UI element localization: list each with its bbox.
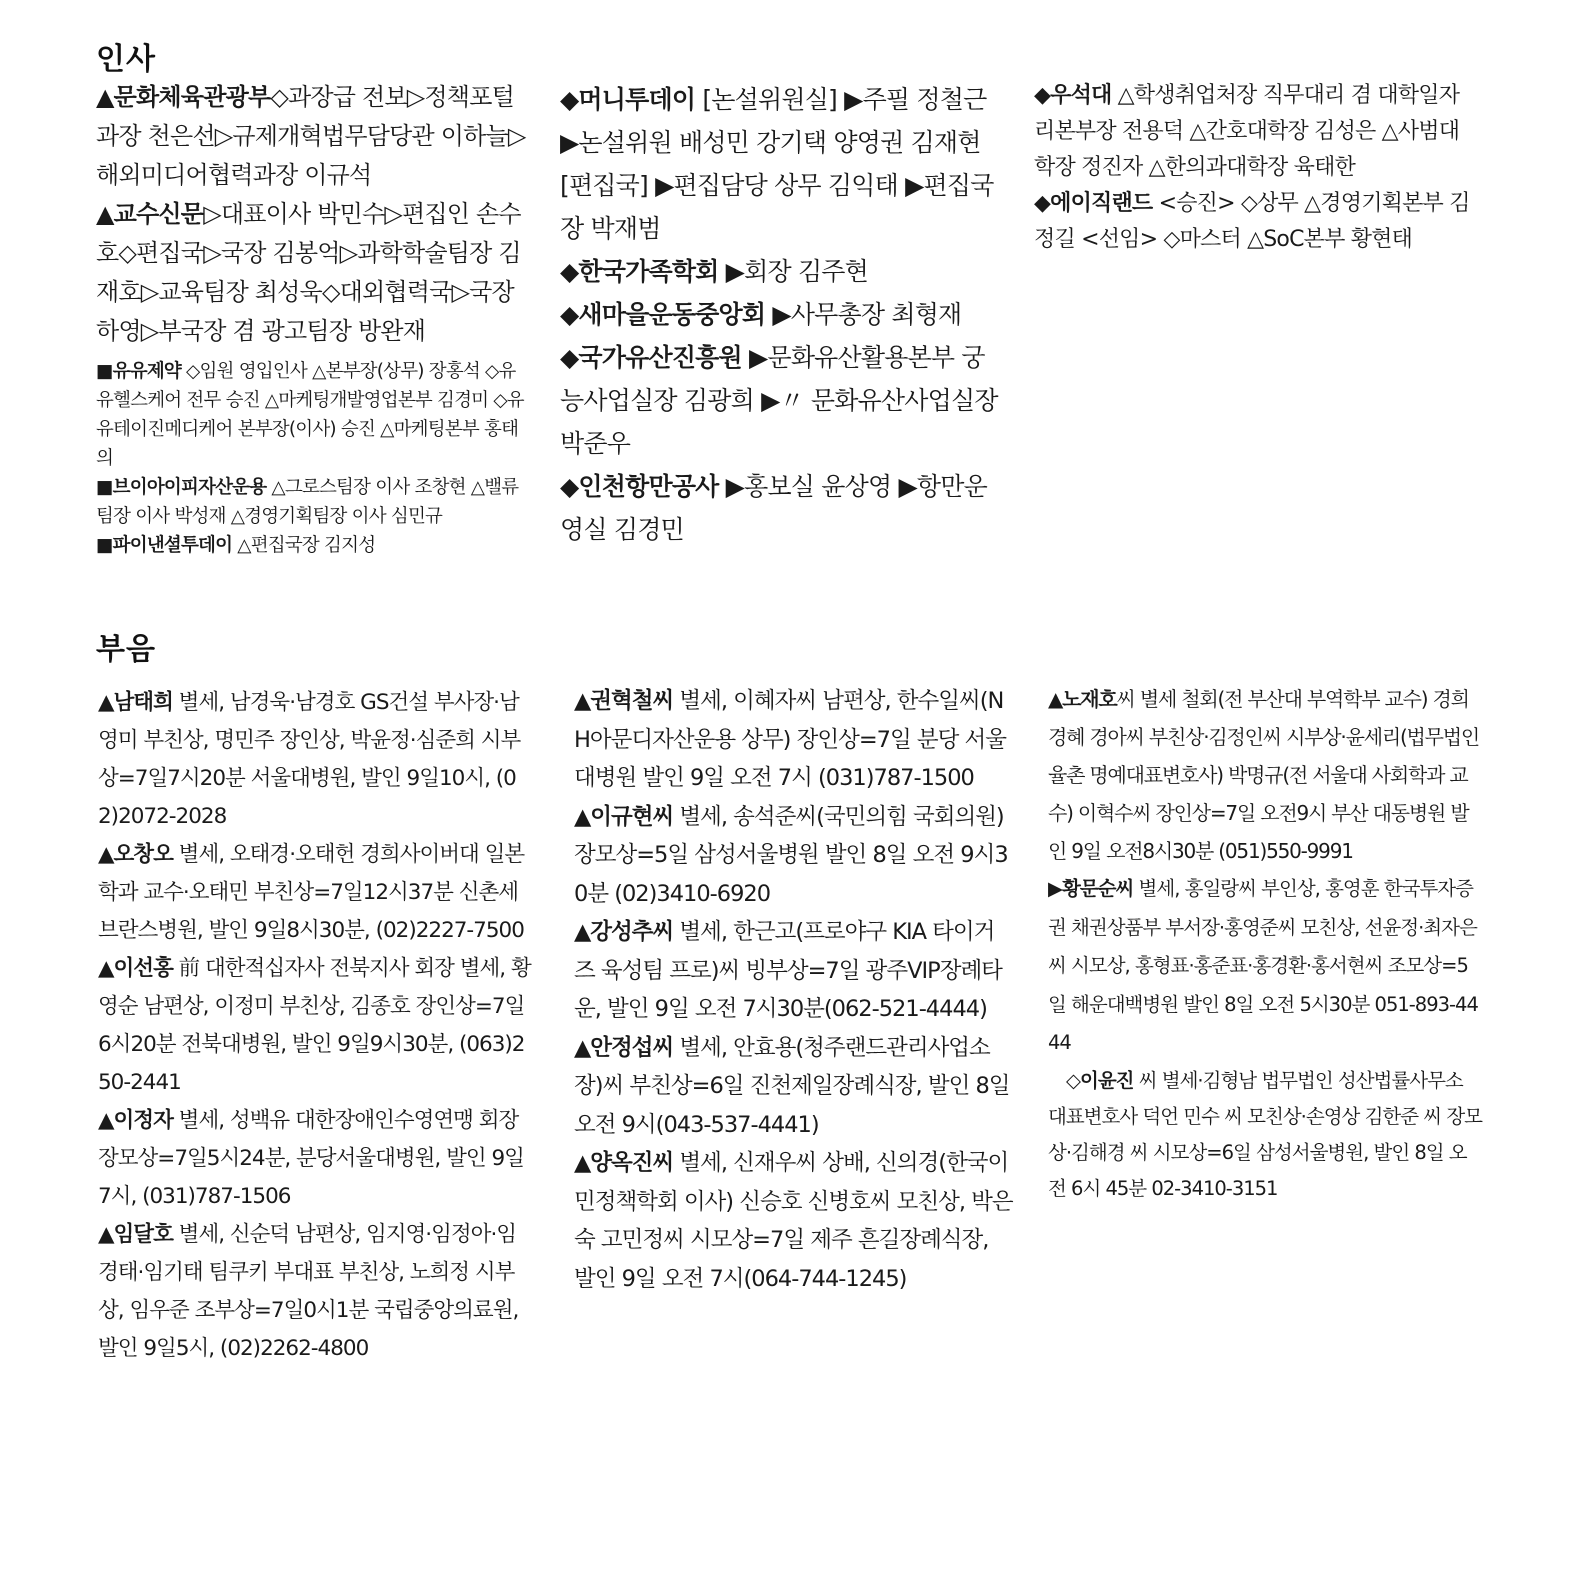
entry-org: ◆한국가족학회 [560,257,719,286]
entry-deceased: ▲안정섭씨 [574,1034,674,1061]
entry-org: ◆인천항만공사 [560,472,719,501]
entry-text: <승진> ◇상무 △경영기획본부 김정길 <선임> ◇마스터 △SoC본부 황현태 [1034,191,1470,252]
bueum-entry [574,1029,1014,1145]
entry-text: ◇임원 영입인사 △본부장(상무) 장홍석 ◇유유헬스케어 전무 승진 △마케팅개발영업본부 김경미 ◇유유테이진메디케어 본부장(이사) 승진 △마케팅본부 홍태의 [96,361,524,469]
bueum-entry [574,1144,1014,1298]
entry-deceased: ▲노재호 [1048,687,1117,711]
entry-deceased: ◇이윤진 [1066,1068,1134,1092]
bueum-column-3 [1048,680,1484,1207]
bueum-entry [98,684,534,836]
entry-deceased: ▶황문순씨 [1048,877,1134,900]
insa-entry [96,195,532,351]
bueum-entry [1048,870,1484,1063]
entry-text: ▶문화유산활용본부 궁능사업실장 김광희 ▶〃 문화유산사업실장 박준우 [560,343,998,458]
bueum-entry [574,798,1014,914]
bueum-column-2 [574,682,1014,1298]
entry-text: 별세, 안효용(청주랜드관리사업소장)씨 부친상=6일 진천제일장례식장, 발인 8일 오전 9시(043-537-4441) [574,1034,1010,1138]
bueum-entry [574,913,1014,1029]
entry-org: ◆에이직랜드 [1034,191,1153,216]
entry-org: ▲교수신문 [96,200,204,228]
entry-text: 씨 별세·김형남 법무법인 성산법률사무소 대표변호사 덕언 민수 씨 모친상·손영상 김한준 씨 장모상·김해경 씨 시모상=6일 삼성서울병원, 발인 8일 오전 6시 45분 02-3410-3151 [1048,1068,1483,1200]
entry-org: ◆우석대 [1034,83,1112,108]
entry-text: ▶사무총장 최형재 [765,300,962,329]
entry-org: ■파이낸셜투데이 [96,535,233,556]
entry-org: ◆국가유산진흥원 [560,343,742,372]
entry-deceased: ▲이규현씨 [574,803,674,830]
bueum-entry [98,1102,534,1216]
entry-deceased: ▲강성추씨 [574,919,674,945]
insa-entry [96,78,532,195]
bueum-entry [98,1216,534,1368]
entry-text: 별세, 남경욱·남경호 GS건설 부사장·남영미 부친상, 명민주 장인상, 박윤정·심준희 시부상=7일7시20분 서울대병원, 발인 9일10시, (02)2072-2028 [98,690,521,829]
insa-entry [560,336,998,465]
insa-column-3 [1034,78,1472,258]
insa-entry [560,465,998,551]
entry-text: 별세, 이혜자씨 남편상, 한수일씨(NH아문디자산운용 상무) 장인상=7일 분당 서울대병원 발인 9일 오전 7시 (031)787-1500 [574,688,1006,791]
entry-org: ▲문화체육관광부 [96,83,271,111]
entry-org: ◆새마을운동중앙회 [560,300,766,329]
section-title-insa: 인사 [96,42,156,77]
entry-text: ◇과장급 전보▷정책포털과장 천은선▷규제개혁법무담당관 이하늘▷해외미디어협력과장 이규석 [96,83,526,189]
entry-text: 별세, 송석준씨(국민의힘 국회의원) 장모상=5일 삼성서울병원 발인 8일 오전 9시30분 (02)3410-6920 [574,803,1008,907]
bueum-entry [1048,680,1484,870]
entry-org: ■유유제약 [96,361,181,382]
insa-entry [1034,186,1472,258]
entry-deceased: ▲임달호 [98,1222,173,1247]
bueum-entry [98,950,534,1102]
insa-entry [96,531,532,560]
insa-column-2 [560,78,998,551]
entry-deceased: ▲남태희 [98,690,173,715]
entry-text: 前 대한적십자사 전북지사 회장 별세, 황영순 남편상, 이정미 부친상, 김종호 장인상=7일6시20분 전북대병원, 발인 9일9시30분, (063)250-2441 [98,956,531,1095]
insa-entry [1034,78,1472,186]
insa-entry [560,78,998,250]
bueum-column-1 [98,684,534,1368]
entry-text: [논설위원실] ▶주필 정철근 ▶논설위원 배성민 강기택 양영권 김재현 [편집국] ▶편집담당 상무 김익태 ▶편집국장 박재범 [560,85,994,243]
entry-deceased: ▲권혁철씨 [574,688,674,714]
entry-text: 별세, 한근고(프로야구 KIA 타이거즈 육성팀 프로)씨 빙부상=7일 광주VIP장례타운, 발인 9일 오전 7시30분(062-521-4444) [574,919,1002,1022]
entry-deceased: ▲오창오 [98,842,173,867]
entry-text: ▶홍보실 윤상영 ▶항만운영실 김경민 [560,472,987,544]
entry-text: 별세, 성백유 대한장애인수영연맹 회장 장모상=7일5시24분, 분당서울대병원, 발인 9일7시, (031)787-1506 [98,1108,524,1209]
entry-text: 별세, 홍일랑씨 부인상, 홍영훈 한국투자증권 채권상품부 부서장·홍영준씨 모친상, 선윤정·최자은씨 시모상, 홍형표·홍준표·홍경환·홍서현씨 조모상=5일 해운대백병원 발인 8일 오전 5시30분 051-893-4444 [1048,877,1478,1054]
insa-entry [96,357,532,473]
insa-entry [96,473,532,531]
entry-text: 별세, 신순덕 남편상, 임지영·임정아·임경태·임기태 팀쿠키 부대표 부친상, 노희정 시부상, 임우준 조부상=7일0시1분 국립중앙의료원, 발인 9일5시, (02)2262-4800 [98,1222,519,1361]
bueum-entry [98,836,534,950]
entry-deceased: ▲이선홍 [98,956,173,981]
insa-entry [560,293,998,336]
bueum-entry [1048,1063,1484,1207]
entry-text: 별세, 오태경·오태헌 경희사이버대 일본학과 교수·오태민 부친상=7일12시37분 신촌세브란스병원, 발인 9일8시30분, (02)2227-7500 [98,842,525,943]
entry-org: ◆머니투데이 [560,85,696,114]
entry-text: ▷대표이사 박민수▷편집인 손수호◇편집국▷국장 김봉억▷과학학술팀장 김재호▷교육팀장 최성욱◇대외협력국▷국장 하영▷부국장 겸 광고팀장 방완재 [96,200,521,345]
entry-text: 별세, 신재우씨 상배, 신의경(한국이민정책학회 이사) 신승호 신병호씨 모친상, 박은숙 고민정씨 시모상=7일 제주 흔길장례식장, 발인 9일 오전 7시(064-744-1245) [574,1150,1013,1292]
entry-text: △학생취업처장 직무대리 겸 대학일자리본부장 전용덕 △간호대학장 김성은 △사범대학장 정진자 △한의과대학장 육태한 [1034,83,1460,180]
insa-column-1 [96,78,532,560]
entry-text: ▶회장 김주현 [718,257,869,286]
entry-text: △그로스팀장 이사 조창현 △밸류팀장 이사 박성재 △경영기획팀장 이사 심민규 [96,477,519,527]
entry-deceased: ▲양옥진씨 [574,1150,674,1176]
insa-entry [560,250,998,293]
entry-text: △편집국장 김지성 [232,535,376,556]
section-title-bueum: 부음 [96,632,156,667]
entry-deceased: ▲이정자 [98,1108,173,1133]
bueum-entry [574,682,1014,798]
entry-org: ■브이아이피자산운용 [96,477,267,498]
entry-text: 씨 별세 철회(전 부산대 부역학부 교수) 경희 경혜 경아씨 부친상·김정인씨 시부상·윤세리(법무법인 율촌 명예대표변호사) 박명규(전 서울대 사회학과 교수) 이혁수씨 장인상=7일 오전9시 부산 대동병원 발인 9일 오전8시30분 (051)550-9991 [1048,687,1480,863]
